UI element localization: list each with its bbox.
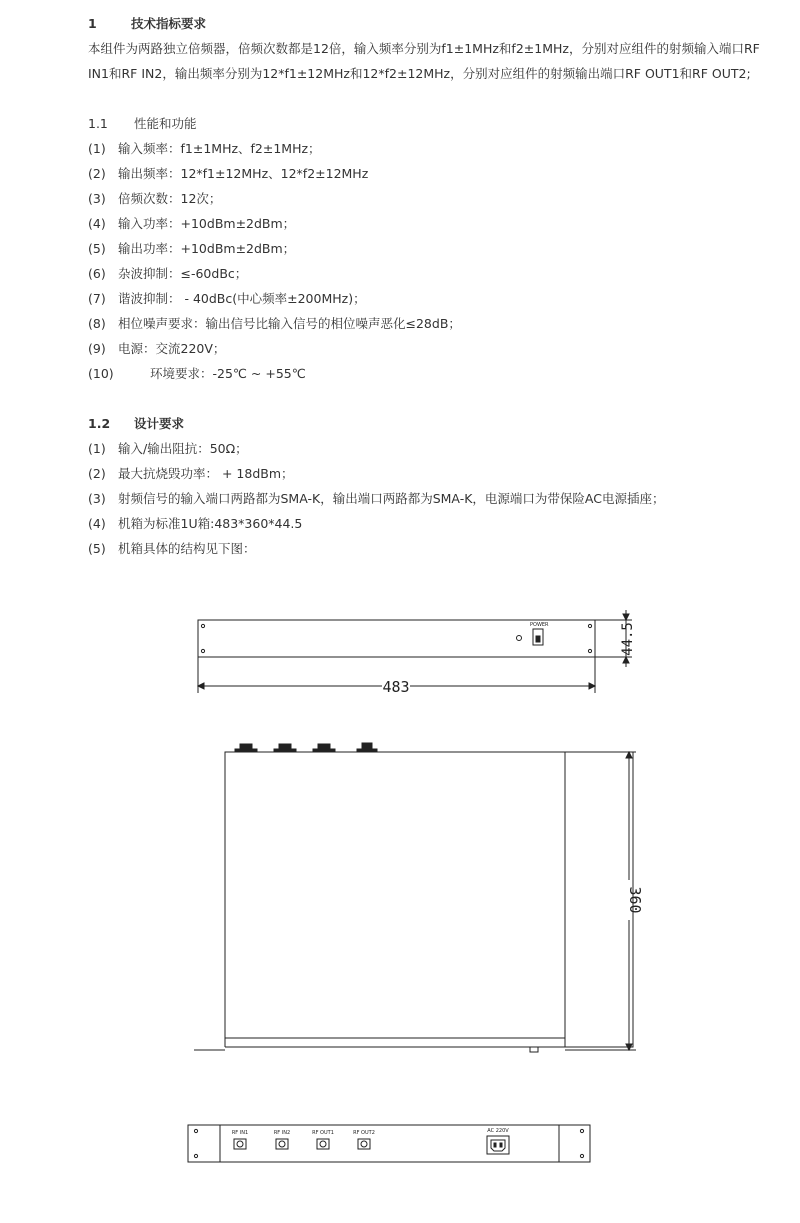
spec-item-text: 输入功率：+10dBm±2dBm； — [118, 216, 296, 231]
section-1-intro: 本组件为两路独立倍频器，倍频次数都是12倍，输入频率分别为f1±1MHz和f2±1MHz，分别对应组件的射频输入端口RF IN1和RF IN2，输出频率分别为12*f1±12MHz和12*f2±12MHz，分别对应组件的射频输出端口RF OUT1和RF OUT2; — [88, 41, 760, 81]
rf-out2-connector-icon — [358, 1139, 370, 1149]
rf-in2-connector-icon — [276, 1139, 288, 1149]
side-handle — [565, 752, 633, 1047]
foot — [530, 1047, 538, 1052]
spec-item-text: 相位噪声要求：输出信号比输入信号的相位噪声恶化≤28dB； — [118, 316, 461, 331]
design-item-number: (3) — [88, 491, 106, 506]
side-view — [194, 743, 644, 1052]
spec-item-text: 输出频率：12*f1±12MHz、12*f2±12MHz — [118, 166, 369, 181]
design-item-text: 最大抗烧毁功率： + 18dBm； — [118, 466, 294, 481]
rear-view — [188, 1125, 590, 1162]
mount-hole — [588, 649, 591, 652]
rf-out2-label: RF OUT2 — [353, 1130, 375, 1136]
section-1-title: 技术指标要求 — [131, 16, 207, 31]
spec-item-text: 输入频率：f1±1MHz、f2±1MHz； — [118, 141, 321, 156]
rf-connector-icon — [313, 744, 335, 752]
rf-in1-label: RF IN1 — [231, 1130, 249, 1136]
spec-item-text: 杂波抑制：≤-60dBc； — [118, 266, 248, 281]
design-item-text: 输入/输出阻抗：50Ω； — [118, 441, 248, 456]
width-dimension: 483 — [382, 678, 410, 696]
spec-item-number: (2) — [88, 166, 106, 181]
power-label: POWER — [530, 622, 549, 628]
section-1-number: 1 — [88, 16, 97, 31]
depth-dimension: 360 — [626, 886, 644, 914]
spec-item-text: 电源：交流220V； — [118, 341, 226, 356]
spec-item-text: 谐波抑制： - 40dBc(中心频率±200MHz)； — [118, 291, 366, 306]
spec-item-number: (7) — [88, 291, 106, 306]
design-item-number: (1) — [88, 441, 106, 456]
subsection-1-1-number: 1.1 — [88, 116, 108, 131]
spec-item-number: (8) — [88, 316, 106, 331]
spec-item-number: (3) — [88, 191, 106, 206]
subsection-1-2-number: 1.2 — [88, 416, 111, 431]
design-item-text: 机箱为标准1U箱:483*360*44.5 — [118, 516, 303, 531]
design-item-number: (5) — [88, 541, 106, 556]
ac-power-label: AC 220V — [487, 1128, 509, 1134]
design-item-number: (4) — [88, 516, 106, 531]
spec-item-number: (6) — [88, 266, 106, 281]
design-item-number: (2) — [88, 466, 106, 481]
spec-item-text: 倍频次数：12次； — [118, 191, 222, 206]
mount-hole — [588, 624, 591, 627]
spec-item-text: 环境要求：-25℃ ~ +55℃ — [150, 366, 306, 381]
ac-power-socket-icon — [487, 1136, 509, 1154]
mount-hole — [201, 624, 204, 627]
rf-connector-icon — [357, 743, 377, 752]
height-dimension: 44.5 — [620, 622, 636, 656]
subsection-1-1-title: 性能和功能 — [134, 116, 197, 131]
rear-panel — [188, 1125, 590, 1162]
power-indicator-icon — [517, 636, 522, 641]
rf-connector-icon — [274, 744, 296, 752]
spec-item-number: (4) — [88, 216, 106, 231]
rf-in1-connector-icon — [234, 1139, 246, 1149]
spec-item-number: (1) — [88, 141, 106, 156]
rf-connector-icon — [235, 744, 257, 752]
subsection-1-2-title: 设计要求 — [134, 416, 185, 431]
mount-hole — [201, 649, 204, 652]
rf-in2-label: RF IN2 — [273, 1130, 291, 1136]
rf-out1-label: RF OUT1 — [312, 1130, 334, 1136]
front-view — [198, 610, 636, 696]
chassis-body — [225, 752, 565, 1038]
rf-out1-connector-icon — [317, 1139, 329, 1149]
spec-item-number: (10) — [88, 366, 114, 381]
spec-item-number: (9) — [88, 341, 106, 356]
spec-item-number: (5) — [88, 241, 106, 256]
design-item-text: 机箱具体的结构见下图： — [118, 541, 256, 556]
spec-item-text: 输出功率：+10dBm±2dBm； — [118, 241, 296, 256]
design-item-text: 射频信号的输入端口两路都为SMA-K，输出端口两路都为SMA-K，电源端口为带保险AC电源插座； — [118, 491, 665, 506]
